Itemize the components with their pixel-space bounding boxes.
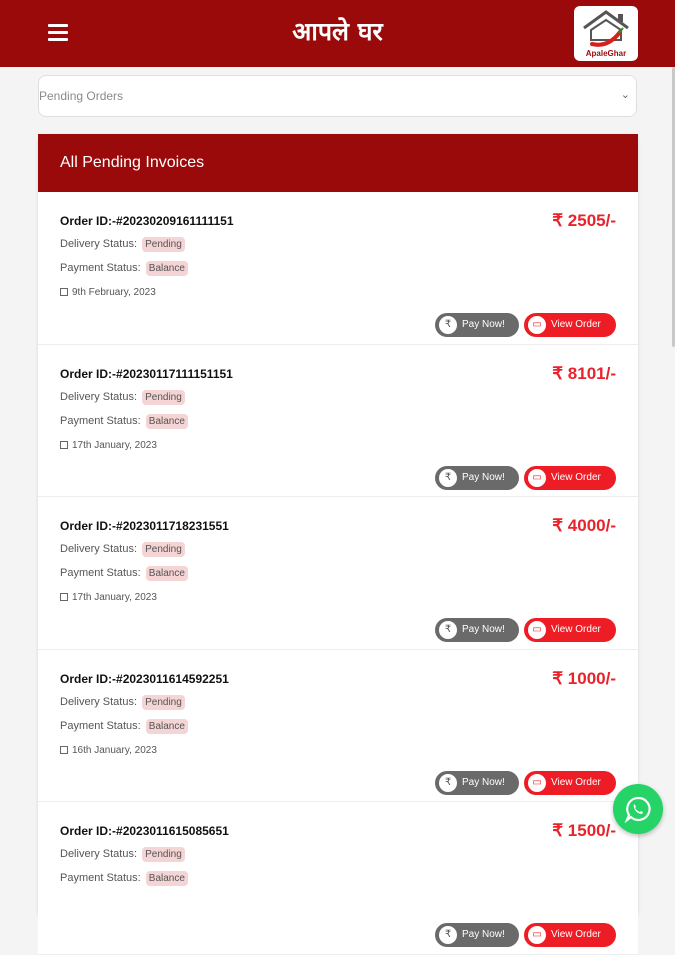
payment-status-badge: Balance (146, 566, 188, 581)
delivery-status-label: Delivery Status: (60, 390, 138, 403)
invoice-amount: ₹ 1000/- (552, 668, 616, 688)
order-filter-value: Pending Orders (39, 89, 124, 103)
rupee-icon: ₹ (439, 621, 457, 639)
delivery-status-row (60, 390, 185, 405)
view-order-button[interactable]: ▭ View Order (524, 618, 616, 642)
invoice-amount: ₹ 1500/- (552, 821, 616, 840)
rupee-icon: ₹ (439, 926, 457, 944)
whatsapp-icon (625, 796, 651, 822)
payment-status-badge: Balance (146, 719, 188, 734)
pay-now-button[interactable]: ₹ Pay Now! (435, 771, 519, 795)
delivery-status-label: Delivery Status: (60, 238, 138, 250)
order-id: Order ID:-#2023011615085651 (60, 824, 229, 838)
pending-invoices-panel (38, 134, 638, 940)
invoice-card (38, 497, 638, 650)
order-id: Order ID:-#20230117111151151 (60, 366, 233, 381)
pay-now-button[interactable]: ₹ Pay Now! (435, 313, 519, 337)
payment-status-label: Payment Status: (60, 414, 141, 427)
delivery-status-row (60, 695, 185, 710)
folder-icon: ▭ (528, 774, 546, 792)
delivery-status-badge: Pending (142, 847, 185, 862)
view-order-button[interactable]: ▭ View Order (524, 923, 616, 947)
view-order-button[interactable]: ▭ View Order (524, 313, 616, 337)
delivery-status-badge: Pending (142, 237, 185, 252)
invoice-date: 17th January, 2023 (60, 440, 157, 451)
view-order-button[interactable]: ▭ View Order (524, 466, 616, 490)
delivery-status-badge: Pending (142, 542, 185, 557)
chevron-down-icon: ⌄ (620, 88, 630, 101)
invoice-date: 9th February, 2023 (60, 287, 156, 298)
folder-icon: ▭ (528, 926, 546, 944)
pay-now-button[interactable]: ₹ Pay Now! (435, 466, 519, 490)
payment-status-badge: Balance (146, 871, 188, 886)
rupee-icon: ₹ (439, 774, 457, 792)
app-title: आपले घर (292, 17, 383, 46)
payment-status-row (60, 566, 188, 581)
invoice-card (38, 650, 638, 803)
panel-title: All Pending Invoices (38, 134, 638, 192)
delivery-status-label: Delivery Status: (60, 848, 138, 860)
folder-icon: ▭ (528, 316, 546, 334)
invoice-amount: ₹ 2505/- (552, 211, 616, 230)
payment-status-label: Payment Status: (60, 262, 141, 274)
delivery-status-row (60, 237, 185, 252)
top-navbar (0, 0, 675, 67)
calendar-icon (60, 746, 68, 754)
order-id: Order ID:-#20230209161111151 (60, 214, 234, 228)
payment-status-badge: Balance (146, 261, 188, 276)
order-id: Order ID:-#2023011614592251 (60, 671, 229, 686)
rupee-icon: ₹ (439, 469, 457, 487)
invoice-amount: ₹ 8101/- (552, 363, 616, 383)
payment-status-label: Payment Status: (60, 567, 141, 579)
view-order-button[interactable]: ▭ View Order (524, 771, 616, 795)
app-logo[interactable] (574, 6, 638, 61)
invoice-card (38, 345, 638, 498)
payment-status-badge: Balance (146, 414, 188, 429)
payment-status-row (60, 261, 188, 276)
calendar-icon (60, 441, 68, 449)
payment-status-row (60, 414, 188, 429)
payment-status-label: Payment Status: (60, 872, 141, 884)
order-filter-select[interactable] (38, 75, 637, 117)
house-chili-logo-icon (574, 6, 638, 51)
rupee-icon: ₹ (439, 316, 457, 334)
delivery-status-label: Delivery Status: (60, 695, 138, 708)
whatsapp-chat-button[interactable] (613, 784, 663, 834)
folder-icon: ▭ (528, 469, 546, 487)
delivery-status-badge: Pending (142, 390, 185, 405)
invoice-list (38, 192, 638, 955)
invoice-date: 17th January, 2023 (60, 592, 157, 603)
invoice-card (38, 802, 638, 955)
invoice-amount: ₹ 4000/- (552, 516, 616, 535)
payment-status-row (60, 719, 188, 734)
order-id: Order ID:-#2023011718231551 (60, 519, 229, 533)
pay-now-button[interactable]: ₹ Pay Now! (435, 923, 519, 947)
pay-now-button[interactable]: ₹ Pay Now! (435, 618, 519, 642)
delivery-status-row (60, 847, 185, 862)
payment-status-label: Payment Status: (60, 719, 141, 732)
payment-status-row (60, 871, 188, 886)
invoice-date: 16th January, 2023 (60, 745, 157, 756)
delivery-status-badge: Pending (142, 695, 185, 710)
folder-icon: ▭ (528, 621, 546, 639)
delivery-status-label: Delivery Status: (60, 543, 138, 555)
logo-text: ApaleGhar (585, 49, 627, 58)
invoice-card (38, 192, 638, 345)
delivery-status-row (60, 542, 185, 557)
calendar-icon (60, 288, 68, 296)
calendar-icon (60, 593, 68, 601)
